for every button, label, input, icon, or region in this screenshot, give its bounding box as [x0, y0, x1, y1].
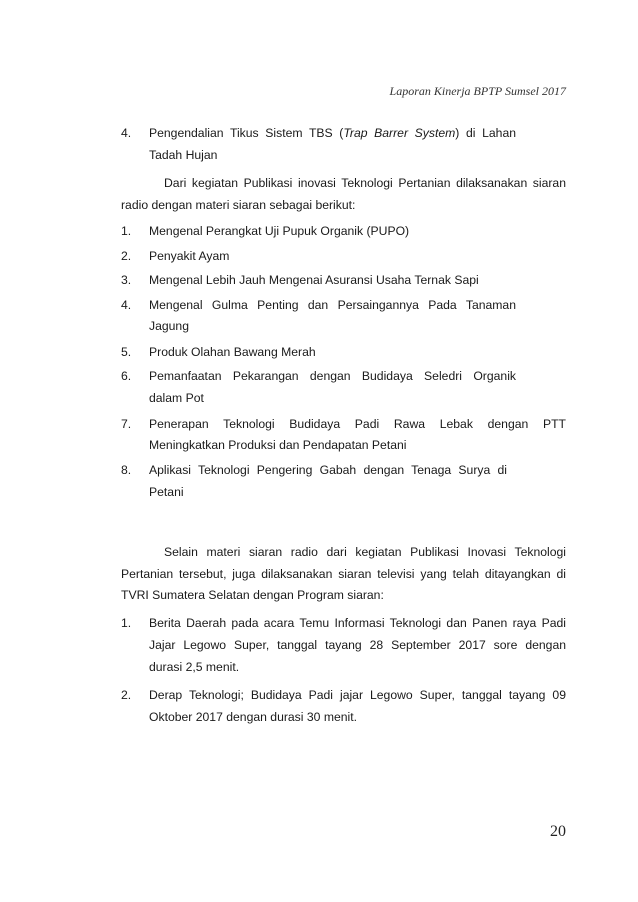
italic-term: Trap Barrer System — [343, 126, 456, 140]
list-item-line: durasi 2,5 menit. — [149, 660, 240, 674]
list-item-line — [149, 125, 516, 141]
list-number: 7. — [121, 417, 132, 431]
text-run: Pengendalian Tikus Sistem TBS ( — [149, 126, 344, 140]
list-number: 8. — [121, 463, 132, 477]
list-number: 1. — [121, 224, 132, 238]
page-header: Laporan Kinerja BPTP Sumsel 2017 — [389, 84, 566, 98]
paragraph-line: Pertanian tersebut, juga dilaksanakan siaran televisi yang telah ditayangkan di — [121, 567, 566, 581]
list-number: 5. — [121, 345, 132, 359]
list-item-line: Oktober 2017 dengan durasi 30 menit. — [149, 710, 358, 724]
paragraph-line: radio dengan materi siaran sebagai berikut: — [121, 198, 356, 212]
list-item-line: Jagung — [149, 319, 189, 333]
list-item-line: Derap Teknologi; Budidaya Padi jajar Legowo Super, tanggal tayang 09 — [149, 688, 566, 702]
list-number: 2. — [121, 249, 132, 263]
list-item-line: Pemanfaatan Pekarangan dengan Budidaya Seledri Organik — [149, 369, 516, 383]
list-number: 4. — [121, 126, 132, 140]
list-item-line: Mengenal Lebih Jauh Mengenai Asuransi Usaha Ternak Sapi — [149, 273, 479, 287]
list-item-line: Berita Daerah pada acara Temu Informasi Teknologi dan Panen raya Padi — [149, 616, 566, 630]
list-number: 1. — [121, 616, 132, 630]
list-item-line: Aplikasi Teknologi Pengering Gabah dengan Tenaga Surya di — [149, 463, 507, 477]
list-item-line: Penerapan Teknologi Budidaya Padi Rawa Lebak dengan PTT — [149, 417, 566, 431]
paragraph-line: Selain materi siaran radio dari kegiatan Publikasi Inovasi Teknologi — [164, 545, 566, 559]
list-item-line: Tadah Hujan — [149, 148, 218, 162]
list-item-line: dalam Pot — [149, 391, 204, 405]
list-item-line: Mengenal Perangkat Uji Pupuk Organik (PUPO) — [149, 224, 410, 238]
paragraph-line: TVRI Sumatera Selatan dengan Program siaran: — [121, 588, 384, 602]
list-number: 3. — [121, 273, 132, 287]
list-item-line: Penyakit Ayam — [149, 249, 230, 263]
list-number: 6. — [121, 369, 132, 383]
list-item-line: Meningkatkan Produksi dan Pendapatan Petani — [149, 438, 407, 452]
page-number: 20 — [550, 823, 566, 840]
text-run: ) di Lahan — [455, 126, 516, 140]
list-number: 2. — [121, 688, 132, 702]
list-item-line: Mengenal Gulma Penting dan Persaingannya Pada Tanaman — [149, 298, 516, 312]
list-number: 4. — [121, 298, 132, 312]
paragraph-line: Dari kegiatan Publikasi inovasi Teknologi Pertanian dilaksanakan siaran — [164, 176, 566, 190]
list-item-line: Petani — [149, 485, 184, 499]
list-item-line: Jajar Legowo Super, tanggal tayang 28 September 2017 sore dengan — [149, 638, 566, 652]
list-item-line: Produk Olahan Bawang Merah — [149, 345, 316, 359]
